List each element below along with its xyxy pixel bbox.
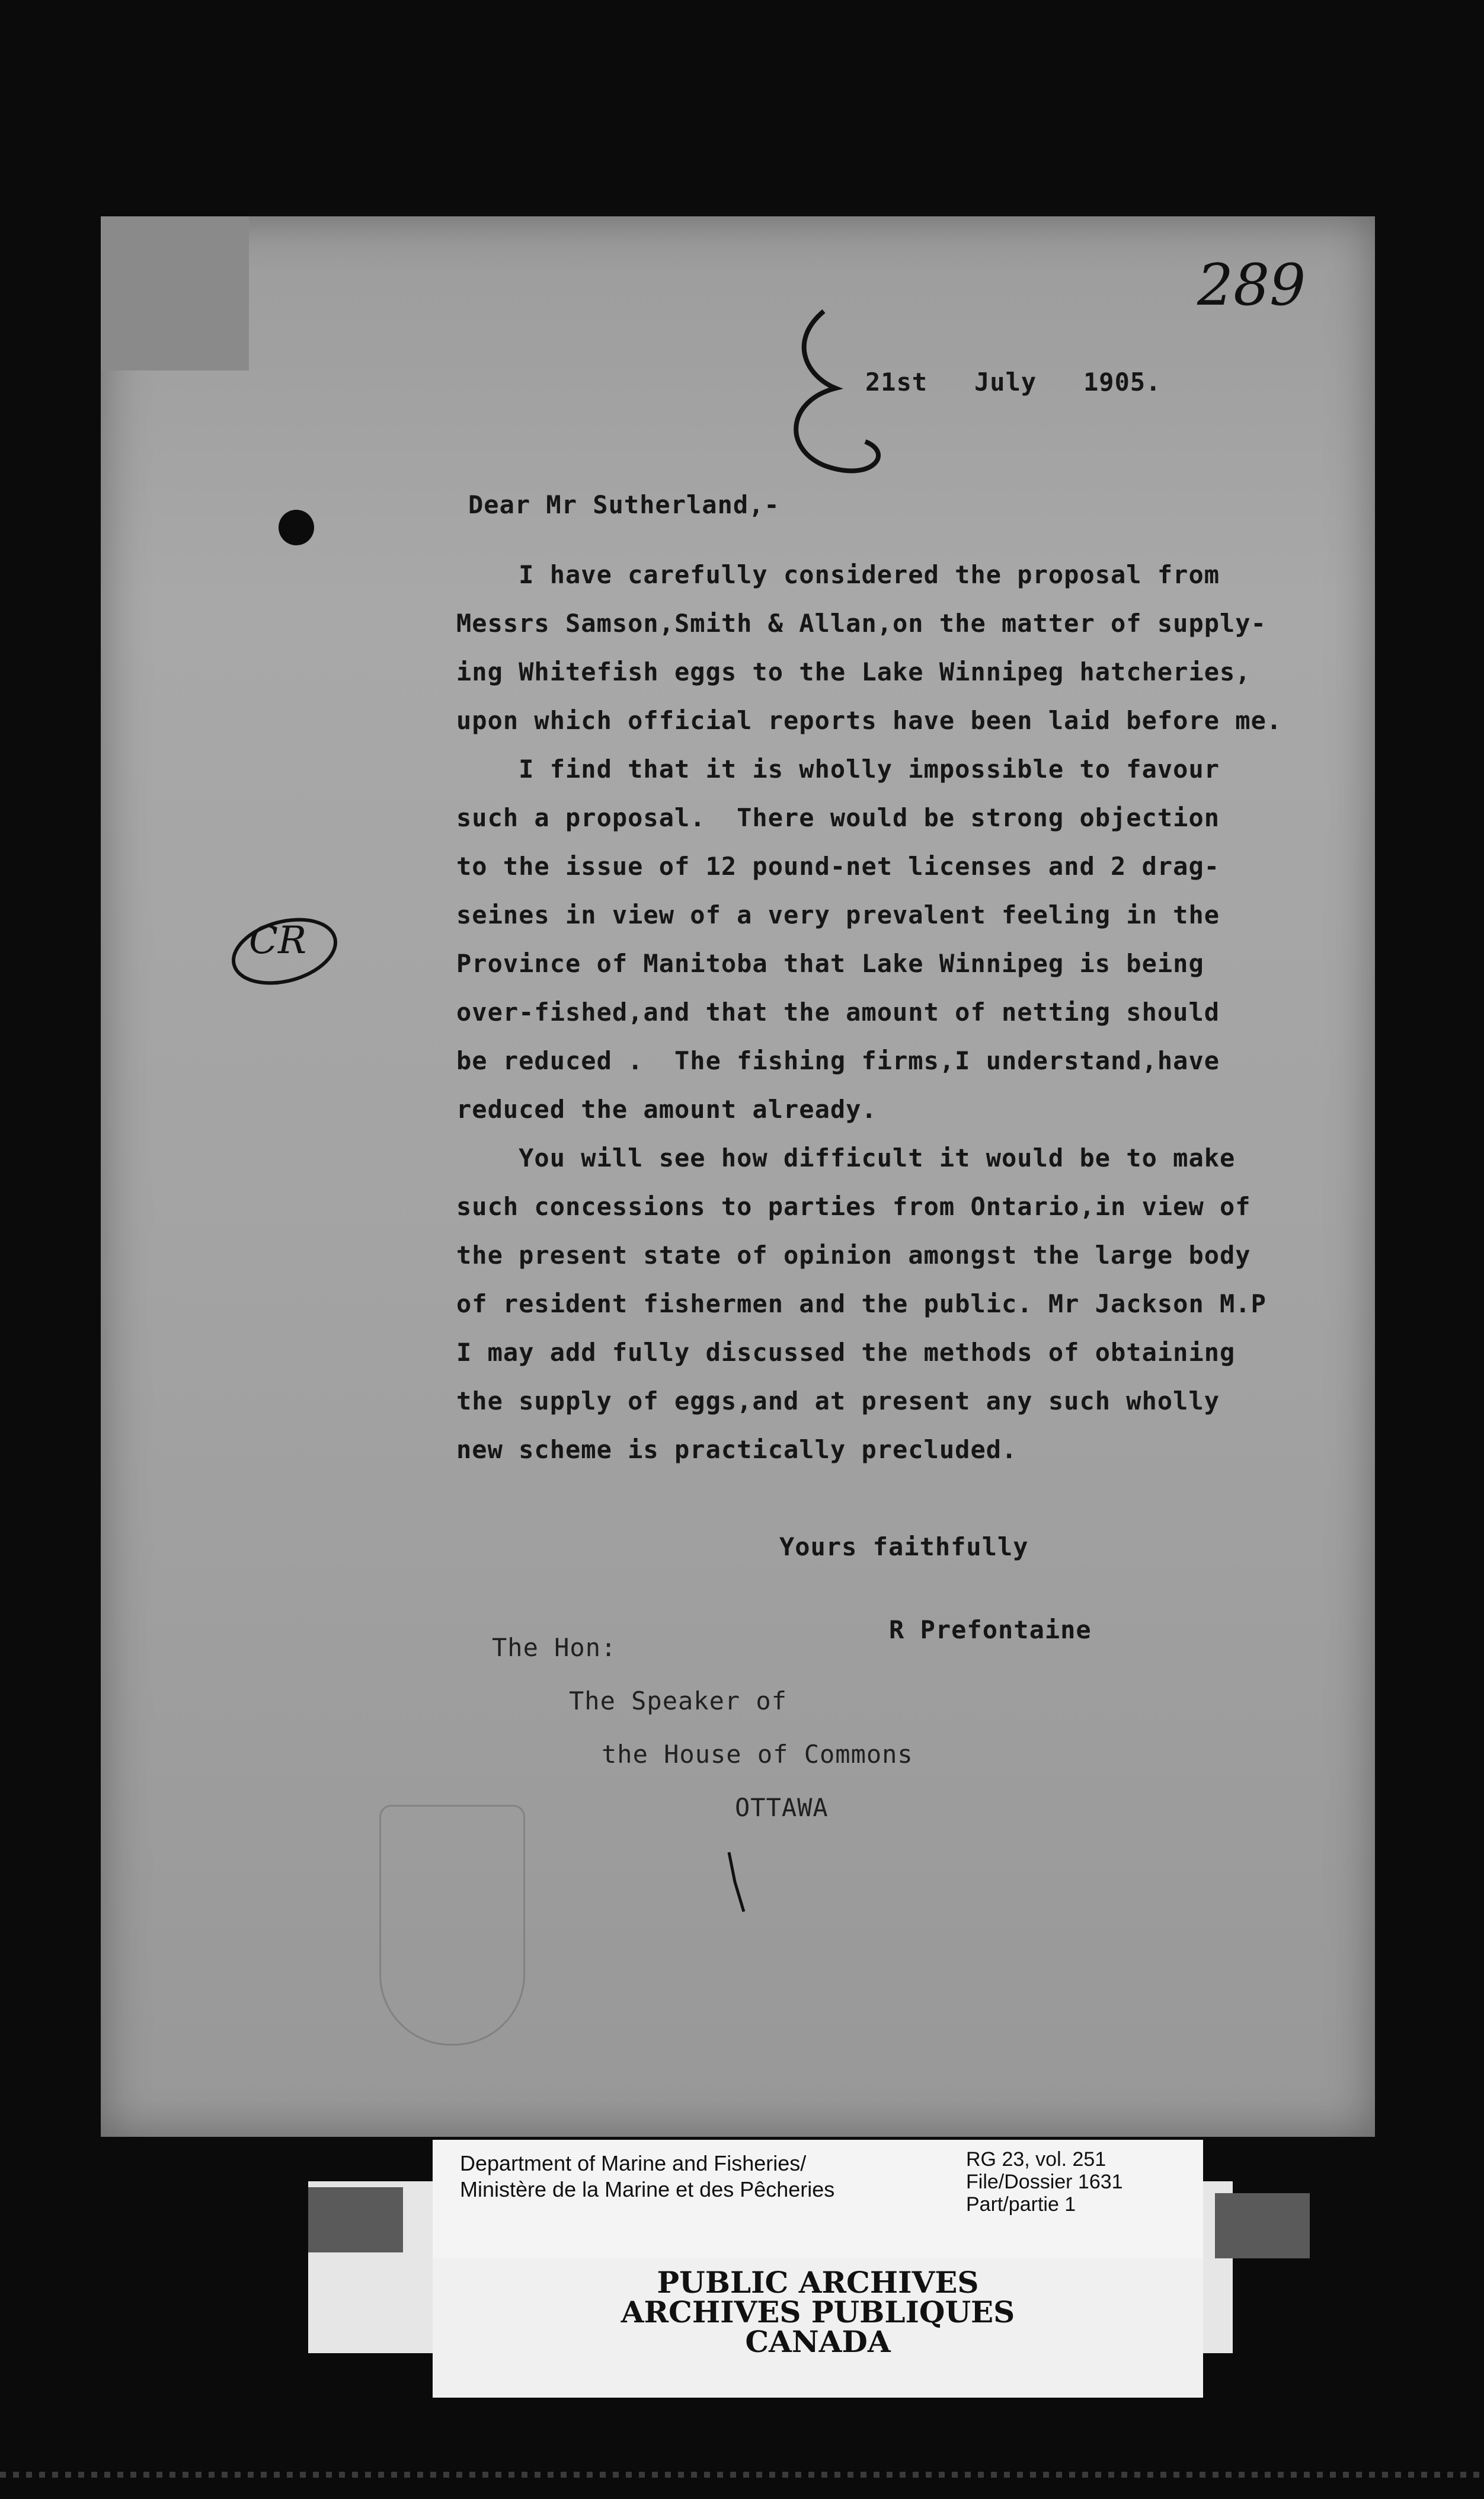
letter-sheet — [101, 216, 1375, 2137]
body-line: the supply of eggs,and at present any such wholly — [456, 1386, 1220, 1415]
handwritten-initials: CR — [249, 919, 307, 963]
archive-stamp-line: ARCHIVES PUBLIQUES — [621, 2295, 1015, 2329]
handwritten-tick-mark — [723, 1846, 759, 1918]
addressee-line: The Speaker of — [569, 1686, 788, 1715]
body-line: You will see how difficult it would be to make — [456, 1143, 1236, 1172]
film-sprocket-edge — [0, 2472, 1484, 2478]
closing: Yours faithfully — [779, 1532, 1029, 1561]
addressee-city: OTTAWA — [735, 1793, 829, 1822]
body-line: I have carefully considered the proposal from — [456, 560, 1220, 589]
body-line: I find that it is wholly impossible to favour — [456, 755, 1220, 784]
archive-stamp-line: CANADA — [745, 2324, 891, 2359]
folio-number: 289 — [1197, 252, 1306, 318]
body-line: of resident fishermen and the public. Mr Jackson M.P — [456, 1289, 1266, 1318]
body-line: I may add fully discussed the methods of obtaining — [456, 1338, 1236, 1367]
body-line: to the issue of 12 pound-net licenses and 2 drag- — [456, 852, 1220, 881]
department-name: Department of Marine and Fisheries/ Ministère de la Marine et des Pêcheries — [460, 2151, 835, 2201]
letter-date: 21st July 1905. — [865, 368, 1162, 397]
body-line: such concessions to parties from Ontario,in view of — [456, 1192, 1251, 1221]
clip-left — [308, 2187, 403, 2252]
body-line: be reduced . The fishing firms,I understand,have — [456, 1046, 1220, 1075]
body-line: such a proposal. There would be strong objection — [456, 803, 1220, 832]
archive-stamp-line: PUBLIC ARCHIVES — [657, 2265, 979, 2300]
addressee-line: the House of Commons — [602, 1740, 913, 1769]
watermark-crest — [379, 1805, 525, 2046]
body-line: upon which official reports have been laid before me. — [456, 706, 1282, 735]
addressee-title: The Hon: — [492, 1633, 617, 1662]
file-reference: RG 23, vol. 251 File/Dossier 1631 Part/partie 1 — [966, 2148, 1123, 2216]
signature: R Prefontaine — [889, 1615, 1092, 1644]
handwritten-bracket-mark — [717, 305, 919, 501]
archive-stamp — [433, 2258, 1203, 2398]
body-line: Province of Manitoba that Lake Winnipeg is being — [456, 949, 1204, 978]
body-line: over-fished,and that the amount of netting should — [456, 998, 1220, 1027]
punch-hole — [279, 510, 314, 545]
body-line: Messrs Samson,Smith & Allan,on the matter of supply- — [456, 609, 1266, 638]
body-line: ing Whitefish eggs to the Lake Winnipeg hatcheries, — [456, 657, 1251, 686]
body-line: new scheme is practically precluded. — [456, 1435, 1018, 1464]
archive-reference-label — [433, 2140, 1203, 2258]
salutation: Dear Mr Sutherland,- — [468, 490, 780, 519]
clip-right — [1215, 2193, 1310, 2258]
body-line: the present state of opinion amongst the large body — [456, 1241, 1251, 1270]
body-line: seines in view of a very prevalent feeling in the — [456, 900, 1220, 929]
body-line: reduced the amount already. — [456, 1095, 877, 1124]
